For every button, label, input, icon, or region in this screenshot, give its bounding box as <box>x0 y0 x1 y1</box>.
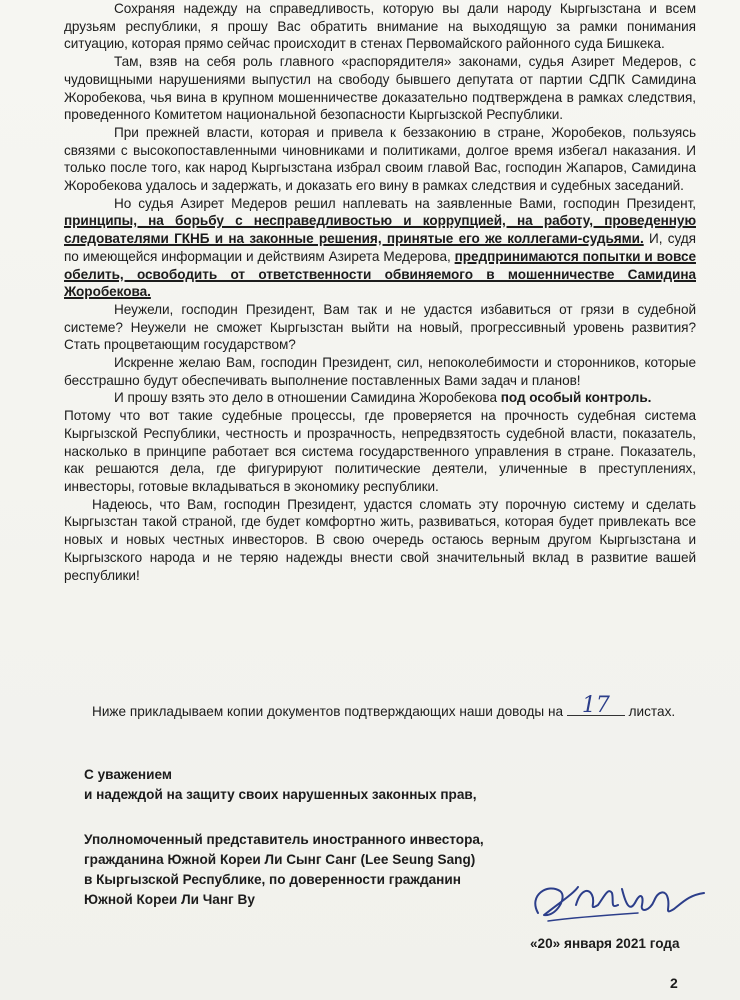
paragraph-2: Там, взяв на себя роль главного «распорядителя» законами, судья Азирет Медеров, с чудовищными нарушениями выпустил на свободу бывшего депутата от партии СДПК Самидина Жоробекова, чья вина в крупном мошенничестве доказательно подтверждена в рамках следствия, проведенного Комитетом национальной безопасности Кыргызской Республики. <box>64 54 696 123</box>
paragraph-4-middle: И, судя по имеющейся информации и действиям Азирета Медерова, <box>64 231 696 264</box>
paragraph-5: Неужели, господин Президент, Вам так и не удастся избавиться от грязи в судебной системе? Неужели не сможет Кыргызстан выйти на новый, прогрессивный уровень развития? Стать процветающим государством? <box>64 301 696 353</box>
representative-line-2: гражданина Южной Кореи Ли Сынг Санг (Lee Seung Sang) <box>84 852 476 867</box>
closing-line-1: С уважением <box>84 767 172 782</box>
attachments-sheet-count: 17 <box>567 697 625 716</box>
paragraph-9: Надеюсь, что Вам, господин Президент, удастся сломать эту порочную систему и сделать Кыргызстан такой страной, где будет комфортно жить, развиваться, которая будет привлекать все новых и новых честных инвесторов. В свою очередь остаюсь верным другом Кыргызстана и Кыргызского народа и не теряю надежды внести свой значительный вклад в развитие вашей республики! <box>64 496 696 583</box>
page-number: 2 <box>670 975 678 991</box>
paragraph-4-intro: Но судья Азирет Медеров решил наплевать на заявленные Вами, господин Президент, <box>114 195 696 211</box>
representative-line-1: Уполномоченный представитель иностранного инвестора, <box>84 832 484 847</box>
letter-body <box>64 0 696 584</box>
representative-block <box>84 830 484 910</box>
paragraph-7 <box>64 389 696 407</box>
paragraph-4-emphasis-principles: принципы, на борьбу с несправедливостью и коррупцией, на работу, проведенную следователями ГКНБ и на законные решения, принятые его же коллегами-судьями. <box>64 213 696 247</box>
representative-line-3: в Кыргызской Республике, по доверенности гражданин <box>84 872 461 887</box>
attachments-line <box>92 693 676 720</box>
letter-date: «20» января 2021 года <box>530 936 680 951</box>
representative-line-4: Южной Кореи Ли Чанг Ву <box>84 892 255 907</box>
attachments-unit: листах. <box>628 704 676 719</box>
paragraph-7-emphasis: под особый контроль. <box>500 390 652 406</box>
paragraph-4 <box>64 195 696 301</box>
attachments-text: Ниже прикладываем копии документов подтверждающих наши доводы на <box>92 704 564 719</box>
handwritten-signature <box>518 865 718 935</box>
paragraph-4-emphasis-attempts: предпринимаются попытки и вовсе обелить, освободить от ответственности обвиняемого в мошенничестве Самидина Жоробекова. <box>64 248 696 300</box>
paragraph-6: Искренне желаю Вам, господин Президент, сил, непоколебимости и сторонников, которые бесстрашно будут обеспечивать выполнение поставленных Вами задач и планов! <box>64 355 696 388</box>
paragraph-3: При прежней власти, которая и привела к беззаконию в стране, Жоробеков, пользуясь связями с высокопоставленными чиновниками и политиками, долгое время избегал наказания. И только после того, как народ Кыргызстана избрал своим главой Вас, господин Жапаров, Самидина Жоробекова удалось и задержать, и доказать его вину в рамках следствия и судебных заседаний. <box>64 124 696 194</box>
paragraph-1: Сохраняя надежду на справедливость, которую вы дали народу Кыргызстана и всем друзьям республики, я прошу Вас обратить внимание на выходящую за рамки понимания ситуацию, которая прямо сейчас происходит в стенах Первомайского районного суда Бишкека. <box>64 1 696 52</box>
closing-block <box>84 765 477 805</box>
closing-line-2: и надеждой на защиту своих нарушенных законных прав, <box>84 787 477 802</box>
paragraph-7-text: И прошу взять это дело в отношении Самидина Жоробекова <box>114 390 497 406</box>
paragraph-8: Потому что вот такие судебные процессы, где проверяется на прочность судебная система Кыргызской Республики, честность и прозрачность, непредвзятость судебной власти, показатель, насколько в принципе работает вся система государственного управления в стране. Показатель, как решаются дела, где фигурируют политические деятели, уличенные в преступлениях, инвесторы, готовые вкладываться в экономику республики. <box>64 408 696 494</box>
